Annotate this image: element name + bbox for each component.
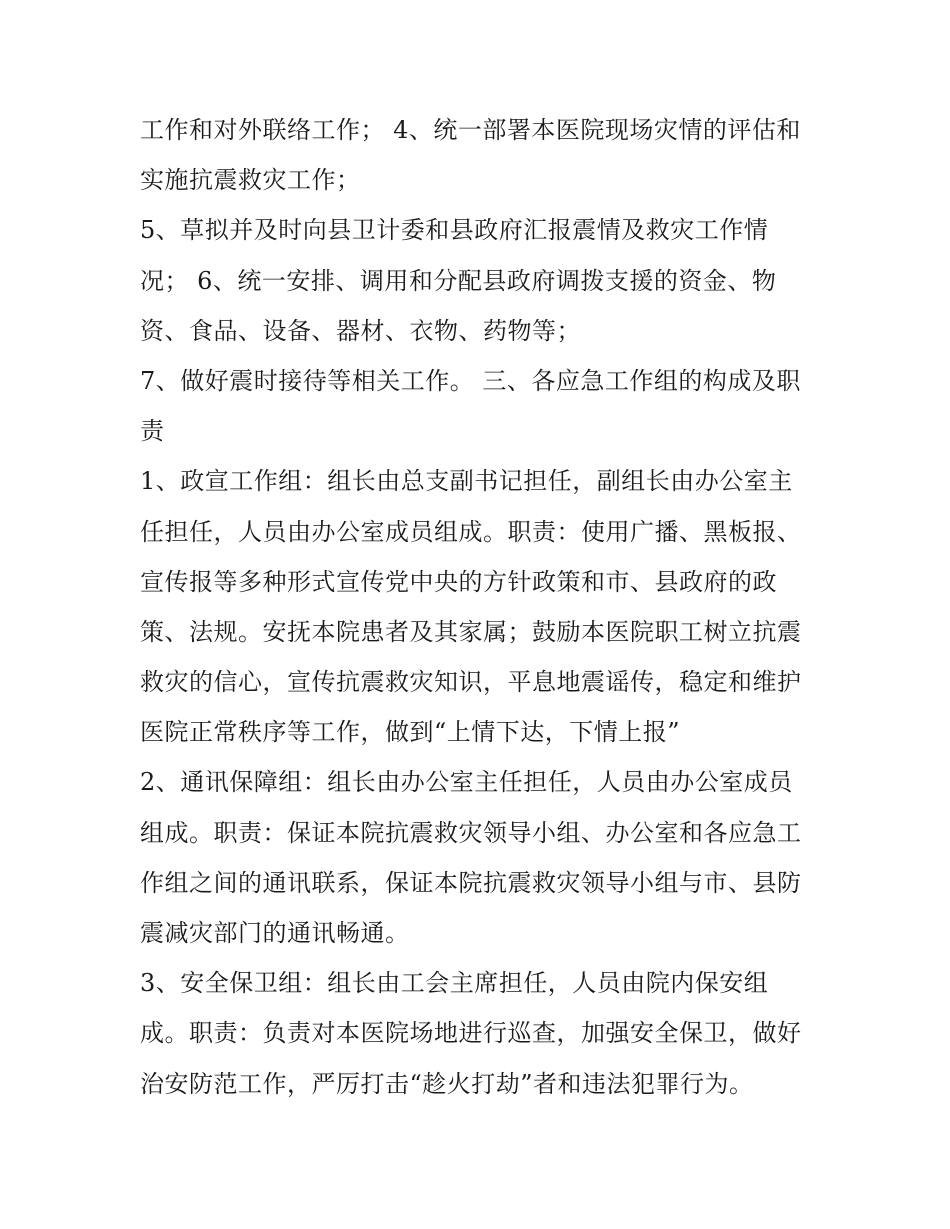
text-line: 5、草拟并及时向县卫计委和县政府汇报震情及救灾工作情	[140, 216, 769, 245]
body-text	[140, 105, 830, 1109]
text-line: 医院正常秩序等工作，做到“上情下达，下情上报”	[140, 718, 681, 747]
text-line: 3、安全保卫组：组长由工会主席担任，人员由院内保安组	[140, 969, 769, 998]
text-line: 宣传报等多种形式宣传党中央的方针政策和市、县政府的政	[140, 567, 777, 596]
text-line: 组成。职责：保证本院抗震救灾领导小组、办公室和各应急工	[140, 818, 802, 847]
text-line: 责	[140, 417, 165, 446]
text-line: 7、做好震时接待等相关工作。 三、各应急工作组的构成及职	[140, 366, 801, 395]
text-line: 成。职责：负责对本医院场地进行巡查，加强安全保卫，做好	[140, 1019, 802, 1048]
text-line: 2、通讯保障组：组长由办公室主任担任，人员由办公室成员	[140, 768, 793, 797]
text-line: 况； 6、统一安排、调用和分配县政府调拨支援的资金、物	[140, 266, 777, 295]
text-line: 资、食品、设备、器材、衣物、药物等；	[140, 316, 581, 345]
text-line: 任担任，人员由办公室成员组成。职责：使用广播、黑板报、	[140, 517, 802, 546]
text-line: 实施抗震救灾工作；	[140, 166, 361, 195]
text-line: 策、法规。安抚本院患者及其家属；鼓励本医院职工树立抗震	[140, 617, 802, 646]
text-line: 作组之间的通讯联系，保证本院抗震救灾领导小组与市、县防	[140, 868, 802, 897]
text-line: 1、政宣工作组：组长由总支副书记担任，副组长由办公室主	[140, 467, 793, 496]
text-line: 震减灾部门的通讯畅通。	[140, 919, 410, 947]
text-line: 工作和对外联络工作； 4、统一部署本医院现场灾情的评估和	[140, 116, 801, 144]
text-line: 治安防范工作，严厉打击“趁火打劫”者和违法犯罪行为。	[140, 1069, 754, 1098]
text-line: 救灾的信心，宣传抗震救灾知识，平息地震谣传，稳定和维护	[140, 668, 802, 697]
